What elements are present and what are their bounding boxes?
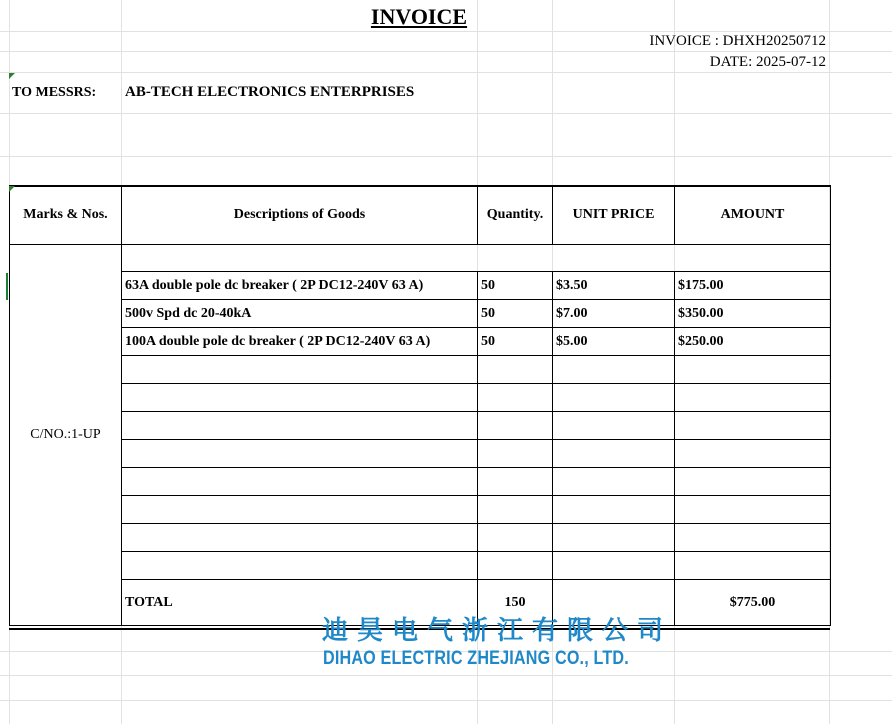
- empty-row: [10, 496, 831, 524]
- table-row: [10, 272, 831, 300]
- table-top-rule: [9, 185, 830, 187]
- cell-comment-marker: [9, 186, 15, 192]
- to-messrs-label: TO MESSRS:: [12, 85, 97, 100]
- company-logo-chinese: 迪昊电气浙江有限公司: [322, 616, 673, 646]
- row-selection-marker: [6, 273, 8, 300]
- row-quantity: 50: [478, 272, 553, 300]
- table-row: [10, 328, 831, 356]
- total-label: TOTAL: [122, 580, 478, 626]
- empty-row: [10, 356, 831, 384]
- table-row: [10, 300, 831, 328]
- empty-row: [10, 440, 831, 468]
- invoice-title: INVOICE: [370, 4, 468, 29]
- header-description: Descriptions of Goods: [122, 186, 478, 245]
- header-amount: AMOUNT: [675, 186, 831, 245]
- row-quantity: 50: [478, 328, 553, 356]
- row-unit-price: $5.00: [553, 328, 675, 356]
- row-description: 500v Spd dc 20-40kA: [122, 300, 478, 328]
- invoice-date: DATE: 2025-07-12: [709, 54, 826, 70]
- blank-cell: [122, 245, 831, 272]
- row-amount: $175.00: [675, 272, 831, 300]
- cell-comment-marker: [9, 73, 15, 79]
- row-amount: $250.00: [675, 328, 831, 356]
- table-row: [10, 245, 831, 272]
- empty-row: [10, 468, 831, 496]
- row-unit-price: $7.00: [553, 300, 675, 328]
- row-unit-price: $3.50: [553, 272, 675, 300]
- row-amount: $350.00: [675, 300, 831, 328]
- header-unit-price: UNIT PRICE: [553, 186, 675, 245]
- row-description: 100A double pole dc breaker ( 2P DC12-240V 63 A): [122, 328, 478, 356]
- empty-row: [10, 384, 831, 412]
- header-quantity: Quantity.: [478, 186, 553, 245]
- invoice-table: [9, 185, 831, 626]
- invoice-number: INVOICE : DHXH20250712: [649, 33, 826, 49]
- row-description: 63A double pole dc breaker ( 2P DC12-240V 63 A): [122, 272, 478, 300]
- total-amount: $775.00: [675, 580, 831, 626]
- empty-row: [10, 524, 831, 552]
- customer-name: AB-TECH ELECTRONICS ENTERPRISES: [125, 84, 415, 100]
- empty-row: [10, 412, 831, 440]
- row-quantity: 50: [478, 300, 553, 328]
- company-logo-english: DIHAO ELECTRIC ZHEJIANG CO., LTD.: [323, 648, 629, 669]
- empty-row: [10, 552, 831, 580]
- table-header-row: [10, 186, 831, 245]
- marks-cell: C/NO.:1-UP: [10, 245, 122, 626]
- header-marks: Marks & Nos.: [10, 186, 122, 245]
- total-quantity: 150: [478, 580, 553, 626]
